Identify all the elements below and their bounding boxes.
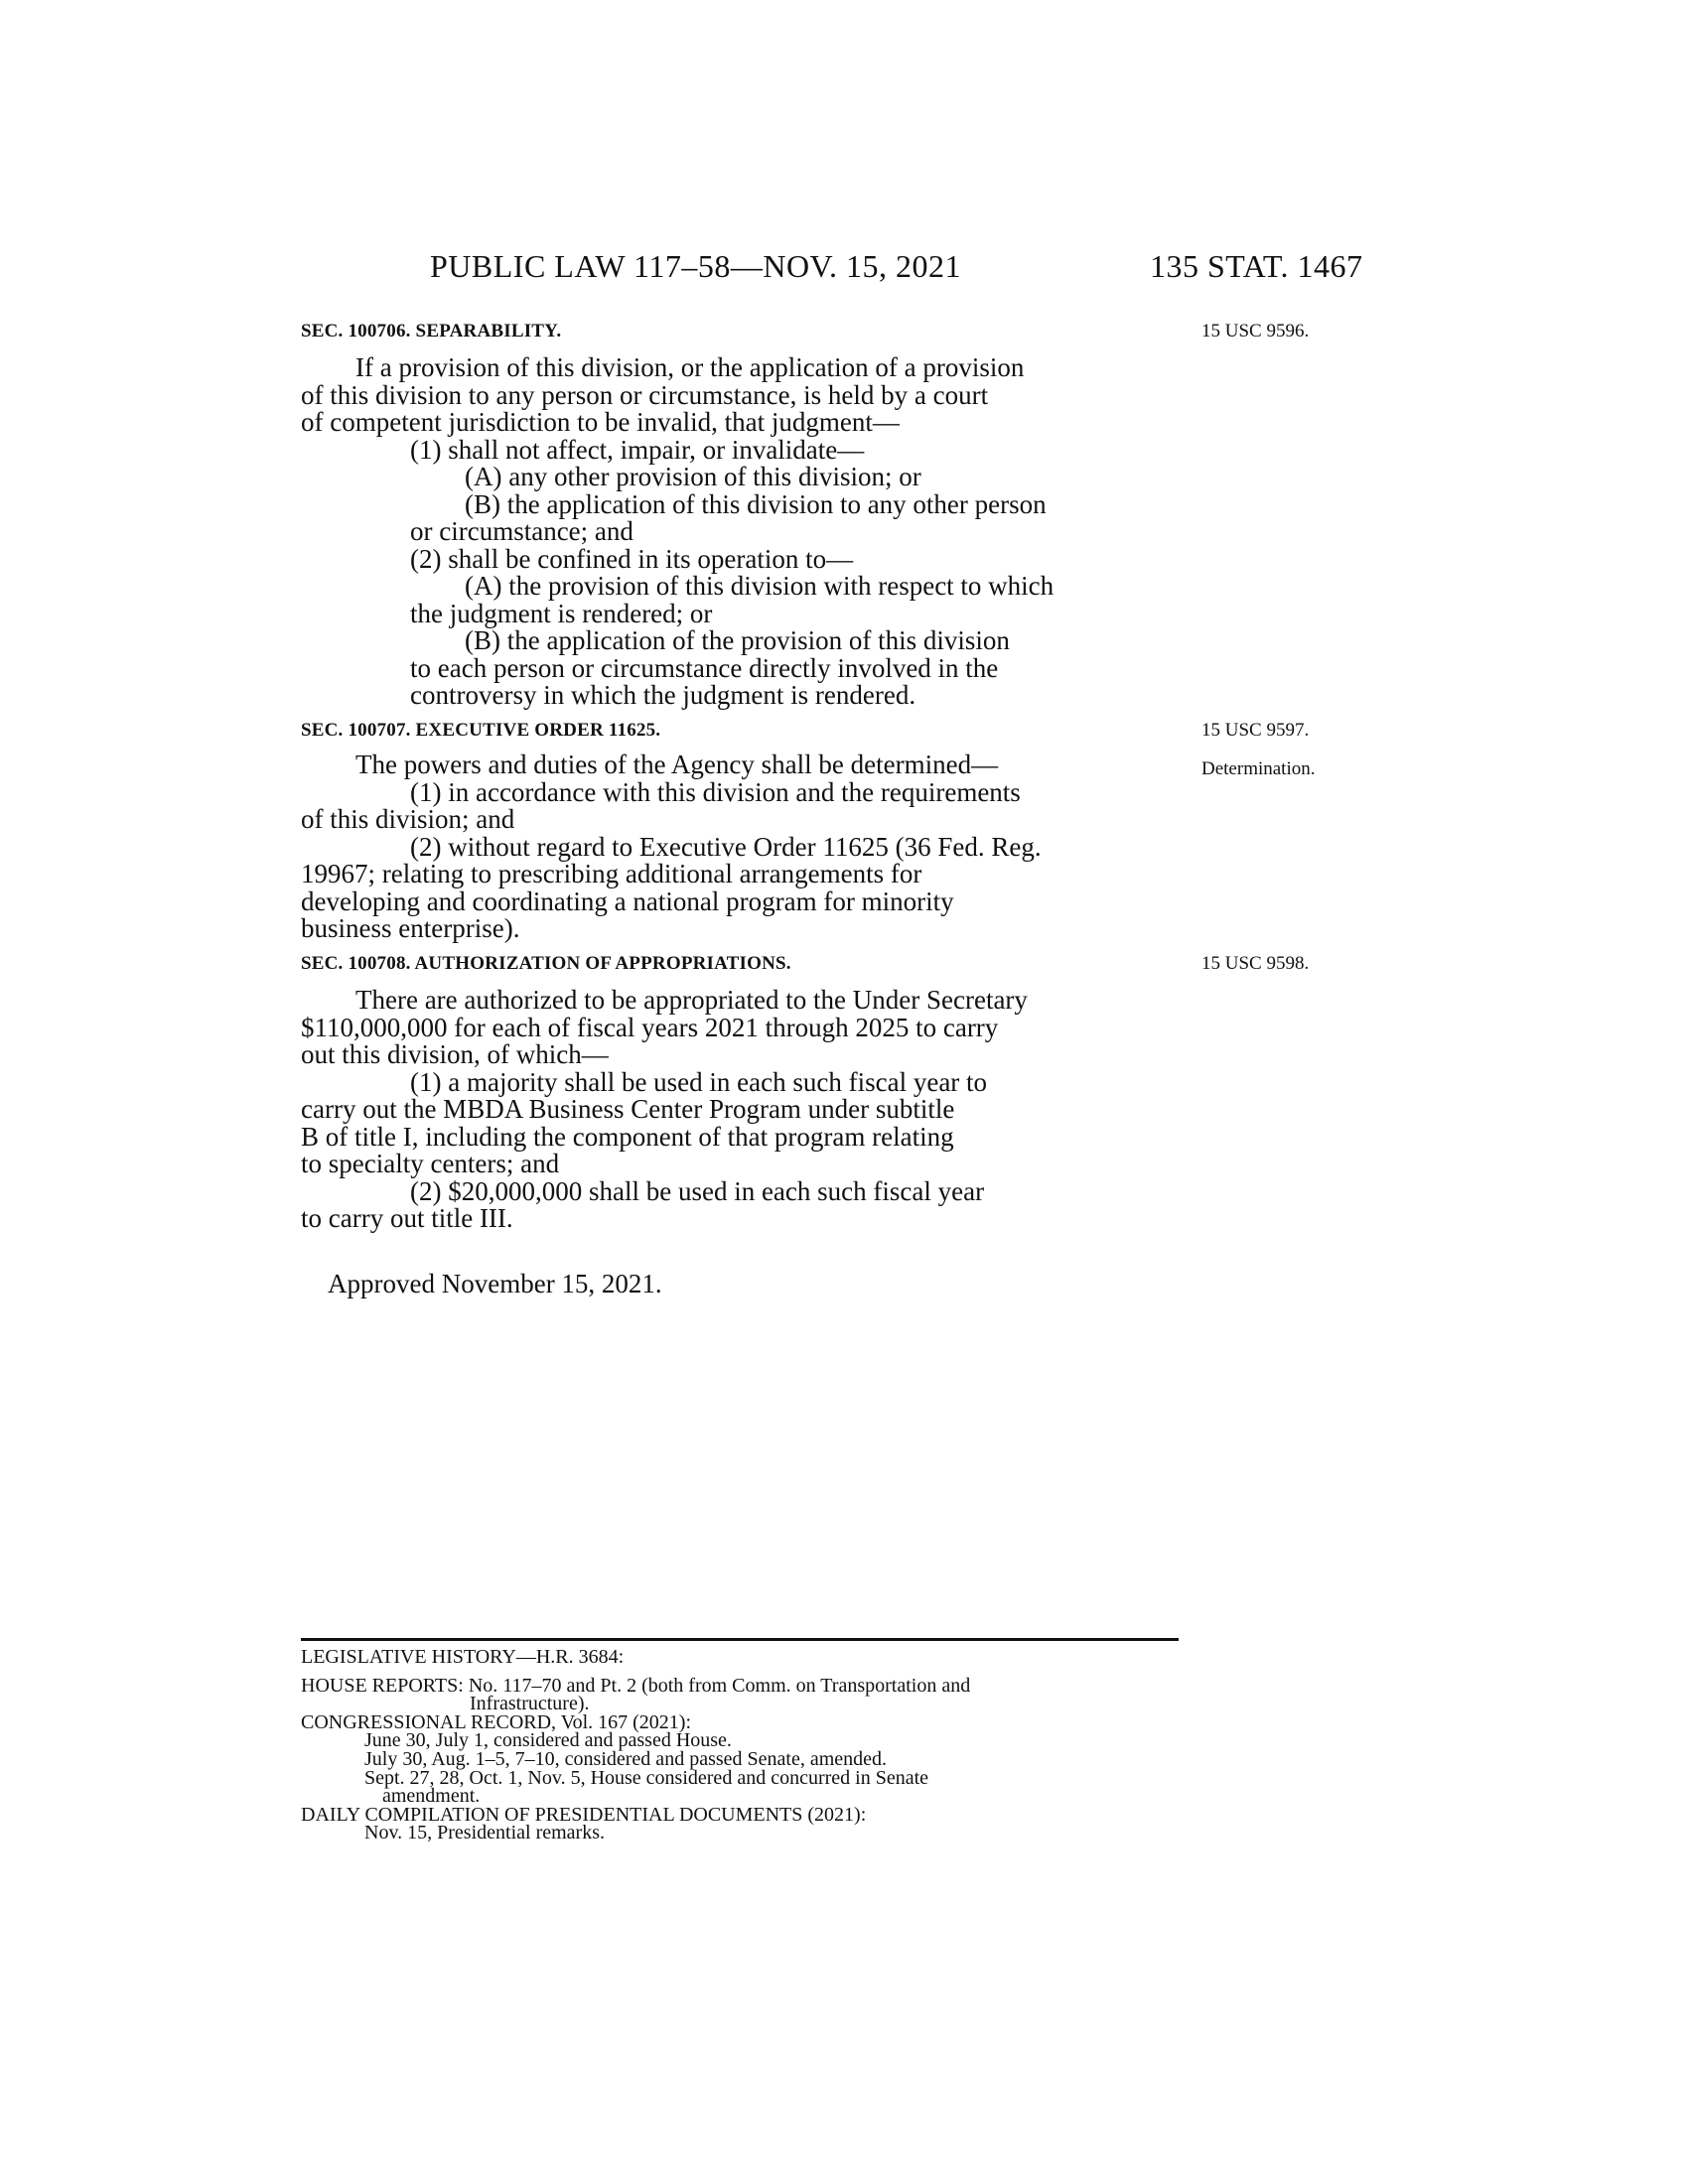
text-line: out this division, of which—: [301, 1039, 609, 1069]
leghist-line: DAILY COMPILATION OF PRESIDENTIAL DOCUMENTS (2021):: [301, 1803, 867, 1826]
leghist-line: amendment.: [382, 1785, 481, 1808]
margin-note-determination: Determination.: [1201, 758, 1316, 779]
text-line: (2) $20,000,000 shall be used in each such fiscal year: [410, 1175, 985, 1206]
text-line: or circumstance; and: [410, 516, 633, 546]
text-line: to specialty centers; and: [301, 1149, 560, 1178]
text-line: If a provision of this division, or the application of a provision: [355, 352, 1025, 382]
leghist-line: Nov. 15, Presidential remarks.: [364, 1822, 605, 1844]
legislative-history: [301, 1648, 1179, 1843]
footer-rule: [301, 1638, 1179, 1641]
text-line: (1) in accordance with this division and the requirements: [410, 776, 1021, 807]
text-line: (B) the application of this division to any other person: [465, 488, 1047, 519]
text-line: carry out the MBDA Business Center Program under subtitle: [301, 1094, 955, 1124]
leghist-line: CONGRESSIONAL RECORD, Vol. 167 (2021):: [301, 1710, 691, 1733]
section-heading-100706: SEC. 100706. SEPARABILITY.: [301, 321, 562, 341]
leghist-line: Infrastructure).: [470, 1693, 590, 1715]
text-line: (A) any other provision of this division; or: [465, 462, 921, 491]
leghist-line: Sept. 27, 28, Oct. 1, Nov. 5, House considered and concurred in Senate: [364, 1766, 929, 1789]
leghist-line: June 30, July 1, considered and passed House.: [364, 1729, 732, 1752]
running-header-title: PUBLIC LAW 117–58—NOV. 15, 2021: [430, 248, 962, 284]
text-line: developing and coordinating a national program for minority: [301, 886, 954, 916]
text-line: 19967; relating to prescribing additional arrangements for: [301, 859, 922, 888]
text-line: $110,000,000 for each of fiscal years 2021 through 2025 to carry: [301, 1012, 999, 1042]
margin-note-9597: 15 USC 9597.: [1201, 720, 1310, 741]
text-line: (1) shall not affect, impair, or invalidate—: [410, 434, 865, 465]
text-line: the judgment is rendered; or: [410, 598, 713, 628]
text-line: controversy in which the judgment is rendered.: [410, 680, 916, 710]
section-100707-body: [301, 751, 1179, 943]
text-line: business enterprise).: [301, 913, 520, 943]
section-100706-body: [301, 354, 1179, 710]
text-line: to carry out title III.: [301, 1203, 513, 1233]
approval-date: Approved November 15, 2021.: [328, 1269, 662, 1298]
section-heading-100707: SEC. 100707. EXECUTIVE ORDER 11625.: [301, 720, 661, 741]
section-heading-100708: SEC. 100708. AUTHORIZATION OF APPROPRIATIONS.: [301, 953, 791, 974]
text-line: (A) the provision of this division with respect to which: [465, 571, 1055, 601]
leghist-line: July 30, Aug. 1–5, 7–10, considered and passed Senate, amended.: [364, 1747, 888, 1770]
text-line: of competent jurisdiction to be invalid, that judgment—: [301, 407, 900, 437]
text-line: of this division; and: [301, 804, 515, 834]
text-line: The powers and duties of the Agency shall be determined—: [355, 750, 999, 779]
text-line: (2) shall be confined in its operation to—: [410, 543, 854, 574]
text-line: (2) without regard to Executive Order 11625 (36 Fed. Reg.: [410, 831, 1042, 862]
leghist-title: LEGISLATIVE HISTORY—H.R. 3684:: [301, 1646, 625, 1668]
section-100708-body: [301, 987, 1179, 1233]
text-line: There are authorized to be appropriated to the Under Secretary: [355, 985, 1028, 1015]
text-line: to each person or circumstance directly involved in the: [410, 652, 999, 683]
margin-note-9598: 15 USC 9598.: [1201, 953, 1310, 974]
margin-note-9596: 15 USC 9596.: [1201, 321, 1310, 341]
text-line: B of title I, including the component of that program relating: [301, 1121, 954, 1152]
text-line: of this division to any person or circumstance, is held by a court: [301, 379, 989, 410]
text-line: (1) a majority shall be used in each such fiscal year to: [410, 1066, 988, 1097]
text-line: (B) the application of the provision of this division: [465, 625, 1010, 655]
page-stat-number: 135 STAT. 1467: [1150, 248, 1363, 284]
leghist-line: HOUSE REPORTS: No. 117–70 and Pt. 2 (both from Comm. on Transportation and: [301, 1674, 971, 1697]
